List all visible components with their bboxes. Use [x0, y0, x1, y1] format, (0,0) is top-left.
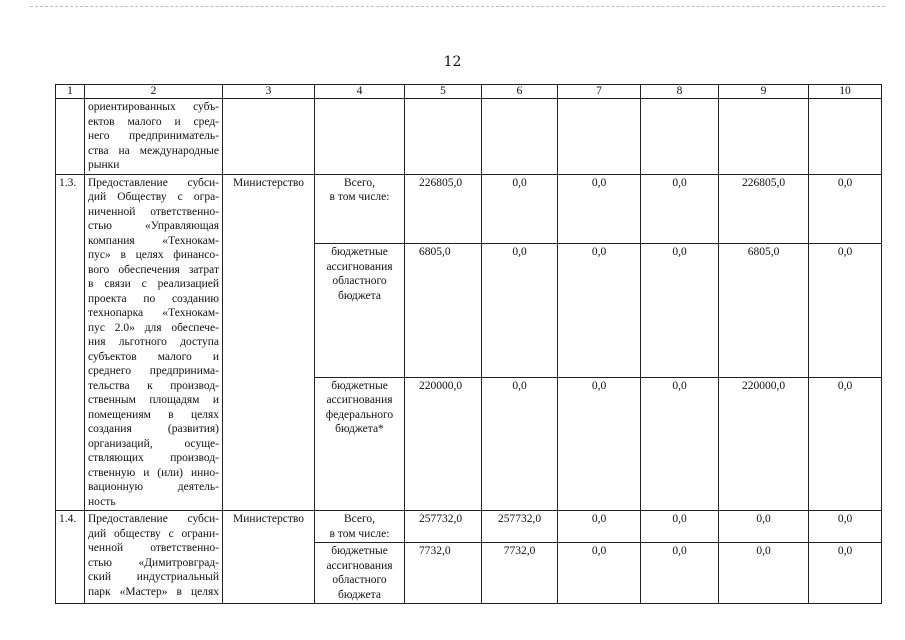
- value-cell: 0,0: [558, 244, 641, 377]
- column-header: 4: [315, 85, 405, 99]
- table-row: [56, 174, 882, 244]
- value-cell: 226805,0: [405, 174, 482, 244]
- source-cell: бюджетные ассигнования областного бюджета: [315, 244, 405, 377]
- value-cell: 0,0: [558, 174, 641, 244]
- column-header: 9: [719, 85, 809, 99]
- column-header: 2: [85, 85, 223, 99]
- column-header: 6: [482, 85, 558, 99]
- value-cell: 220000,0: [719, 377, 809, 510]
- source-cell: Всего, в том числе:: [315, 511, 405, 543]
- executor-cell: Министерство: [223, 511, 315, 604]
- executor-cell: [223, 99, 315, 175]
- value-cell: 0,0: [809, 174, 882, 244]
- column-header: 3: [223, 85, 315, 99]
- row-number-cell: 1.3.: [56, 174, 85, 511]
- value-cell: 0,0: [558, 543, 641, 604]
- table-row: [56, 511, 882, 543]
- value-cell: 0,0: [719, 543, 809, 604]
- value-cell: 6805,0: [719, 244, 809, 377]
- row-number-cell: 1.4.: [56, 511, 85, 604]
- value-cell: 220000,0: [405, 377, 482, 510]
- column-header: 5: [405, 85, 482, 99]
- value-cell: 0,0: [809, 244, 882, 377]
- value-cell: 0,0: [641, 377, 719, 510]
- value-cell: 0,0: [482, 377, 558, 510]
- scan-edge-artifact: [30, 6, 885, 7]
- column-header: 10: [809, 85, 882, 99]
- value-cell: 7732,0: [405, 543, 482, 604]
- source-cell: бюджетные ассигнования федерального бюджета*: [315, 377, 405, 510]
- value-cell: 6805,0: [405, 244, 482, 377]
- column-header: 7: [558, 85, 641, 99]
- value-cell: 0,0: [641, 511, 719, 543]
- page-number: 12: [443, 54, 462, 70]
- value-cell: 0,0: [641, 543, 719, 604]
- value-cell: 257732,0: [405, 511, 482, 543]
- value-cell: 0,0: [558, 511, 641, 543]
- column-header: 1: [56, 85, 85, 99]
- value-cell: 0,0: [809, 543, 882, 604]
- row-number-cell: [56, 99, 85, 175]
- value-cell: 0,0: [809, 377, 882, 510]
- value-cell: 0,0: [809, 511, 882, 543]
- measure-description: ориентированных субъ- ектов малого и сред- него предприниматель- ства на международные рынки: [85, 99, 223, 175]
- value-cell: 226805,0: [719, 174, 809, 244]
- executor-cell: Министерство: [223, 174, 315, 511]
- source-cell: бюджетные ассигнования областного бюджета: [315, 543, 405, 604]
- value-cell: 7732,0: [482, 543, 558, 604]
- value-cell: 0,0: [641, 244, 719, 377]
- value-cell: 0,0: [482, 244, 558, 377]
- measure-description: Предоставление субси- дий обществу с ограни- ченной ответственно- стью «Димитровград- ский индустриальный парк «Мастер» в целях: [85, 511, 223, 604]
- source-cell: Всего, в том числе:: [315, 174, 405, 244]
- value-cell: 0,0: [558, 377, 641, 510]
- value-cell: 0,0: [482, 174, 558, 244]
- column-header: 8: [641, 85, 719, 99]
- budget-table: [55, 84, 882, 604]
- measure-description: Предоставление субси- дий Обществу с огра- ниченной ответственно- стью «Управляющая компания «Технокам- пус» в целях финансо- вого обеспечения затрат в связи с реализацией проекта по созданию технопарка «Технокам- пус 2.0» для обеспече- ния льготного доступа субъектов малого и среднего предпринима- тельства к производ- ственным площадям и помещениям в целях создания (развития) организаций, осуще- ствляющих производ- ственную и (или) инно- вационную деятель- ность: [85, 174, 223, 511]
- value-cell: 0,0: [641, 174, 719, 244]
- table-row: [56, 99, 882, 175]
- value-cell: 0,0: [719, 511, 809, 543]
- source-cell: [315, 99, 405, 175]
- column-number-row: [56, 85, 882, 99]
- value-cell: 257732,0: [482, 511, 558, 543]
